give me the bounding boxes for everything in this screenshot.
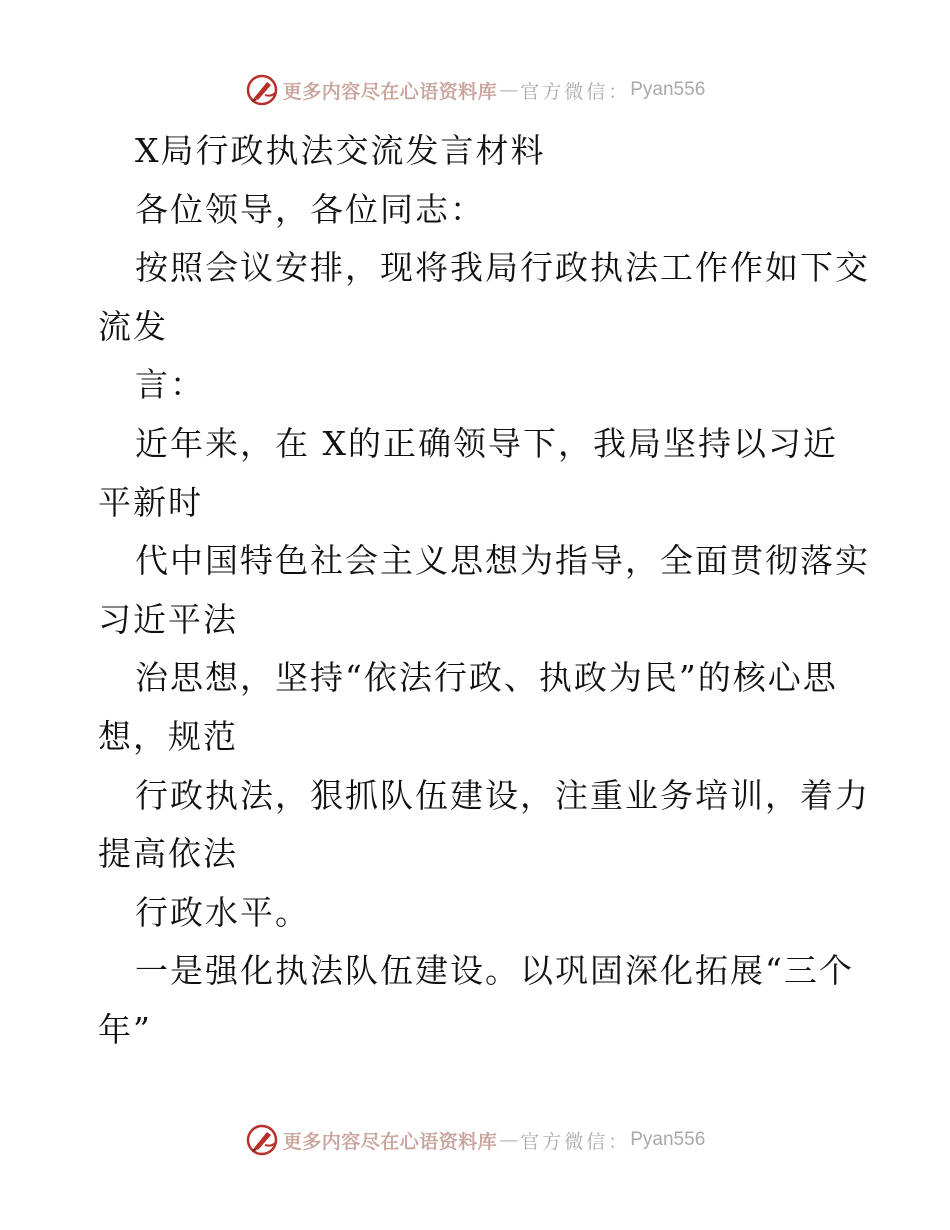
paragraph-line: 提高依法 bbox=[98, 834, 238, 874]
paragraph-line: 行政水平。 bbox=[135, 892, 310, 932]
watermark-text: 更多内容尽在心语资料库 bbox=[282, 1130, 498, 1153]
pen-logo-icon bbox=[245, 1123, 279, 1157]
watermark-separator: — bbox=[499, 79, 519, 101]
watermark-official-label: 官方微信： bbox=[520, 80, 631, 103]
paragraph-line: 想，规范 bbox=[98, 716, 238, 756]
paragraph-line: 近年来，在 X的正确领导下，我局坚持以习近 bbox=[135, 423, 838, 463]
paragraph-line: 言： bbox=[135, 365, 205, 405]
paragraph-line: 治思想，坚持“依法行政、执政为民”的核心思 bbox=[135, 658, 838, 698]
salutation: 各位领导，各位同志： bbox=[135, 189, 485, 229]
paragraph-line: 习近平法 bbox=[98, 599, 238, 639]
footer-watermark bbox=[0, 1120, 950, 1160]
watermark-text: 更多内容尽在心语资料库 bbox=[282, 80, 498, 103]
watermark-wechat-id: Pyan556 bbox=[630, 1129, 706, 1150]
paragraph-line: 平新时 bbox=[98, 482, 203, 522]
watermark-official-label: 官方微信： bbox=[520, 1130, 631, 1153]
watermark-separator: — bbox=[499, 1129, 519, 1151]
header-watermark bbox=[0, 70, 950, 110]
paragraph-line: 行政执法，狠抓队伍建设，注重业务培训，着力 bbox=[135, 775, 870, 815]
paragraph-line: 按照会议安排，现将我局行政执法工作作如下交 bbox=[135, 248, 870, 288]
paragraph-line: 流发 bbox=[98, 306, 168, 346]
paragraph-line: 代中国特色社会主义思想为指导，全面贯彻落实 bbox=[135, 541, 870, 581]
document-title: X局行政执法交流发言材料 bbox=[135, 131, 546, 170]
pen-logo-icon bbox=[245, 73, 279, 107]
watermark-content bbox=[245, 73, 706, 107]
watermark-content bbox=[245, 1123, 706, 1157]
watermark-wechat-id: Pyan556 bbox=[630, 79, 706, 100]
paragraph-line: 一是强化执法队伍建设。以巩固深化拓展“三个 bbox=[135, 951, 854, 991]
paragraph-line: 年” bbox=[98, 1009, 152, 1049]
document-body bbox=[98, 122, 870, 1060]
